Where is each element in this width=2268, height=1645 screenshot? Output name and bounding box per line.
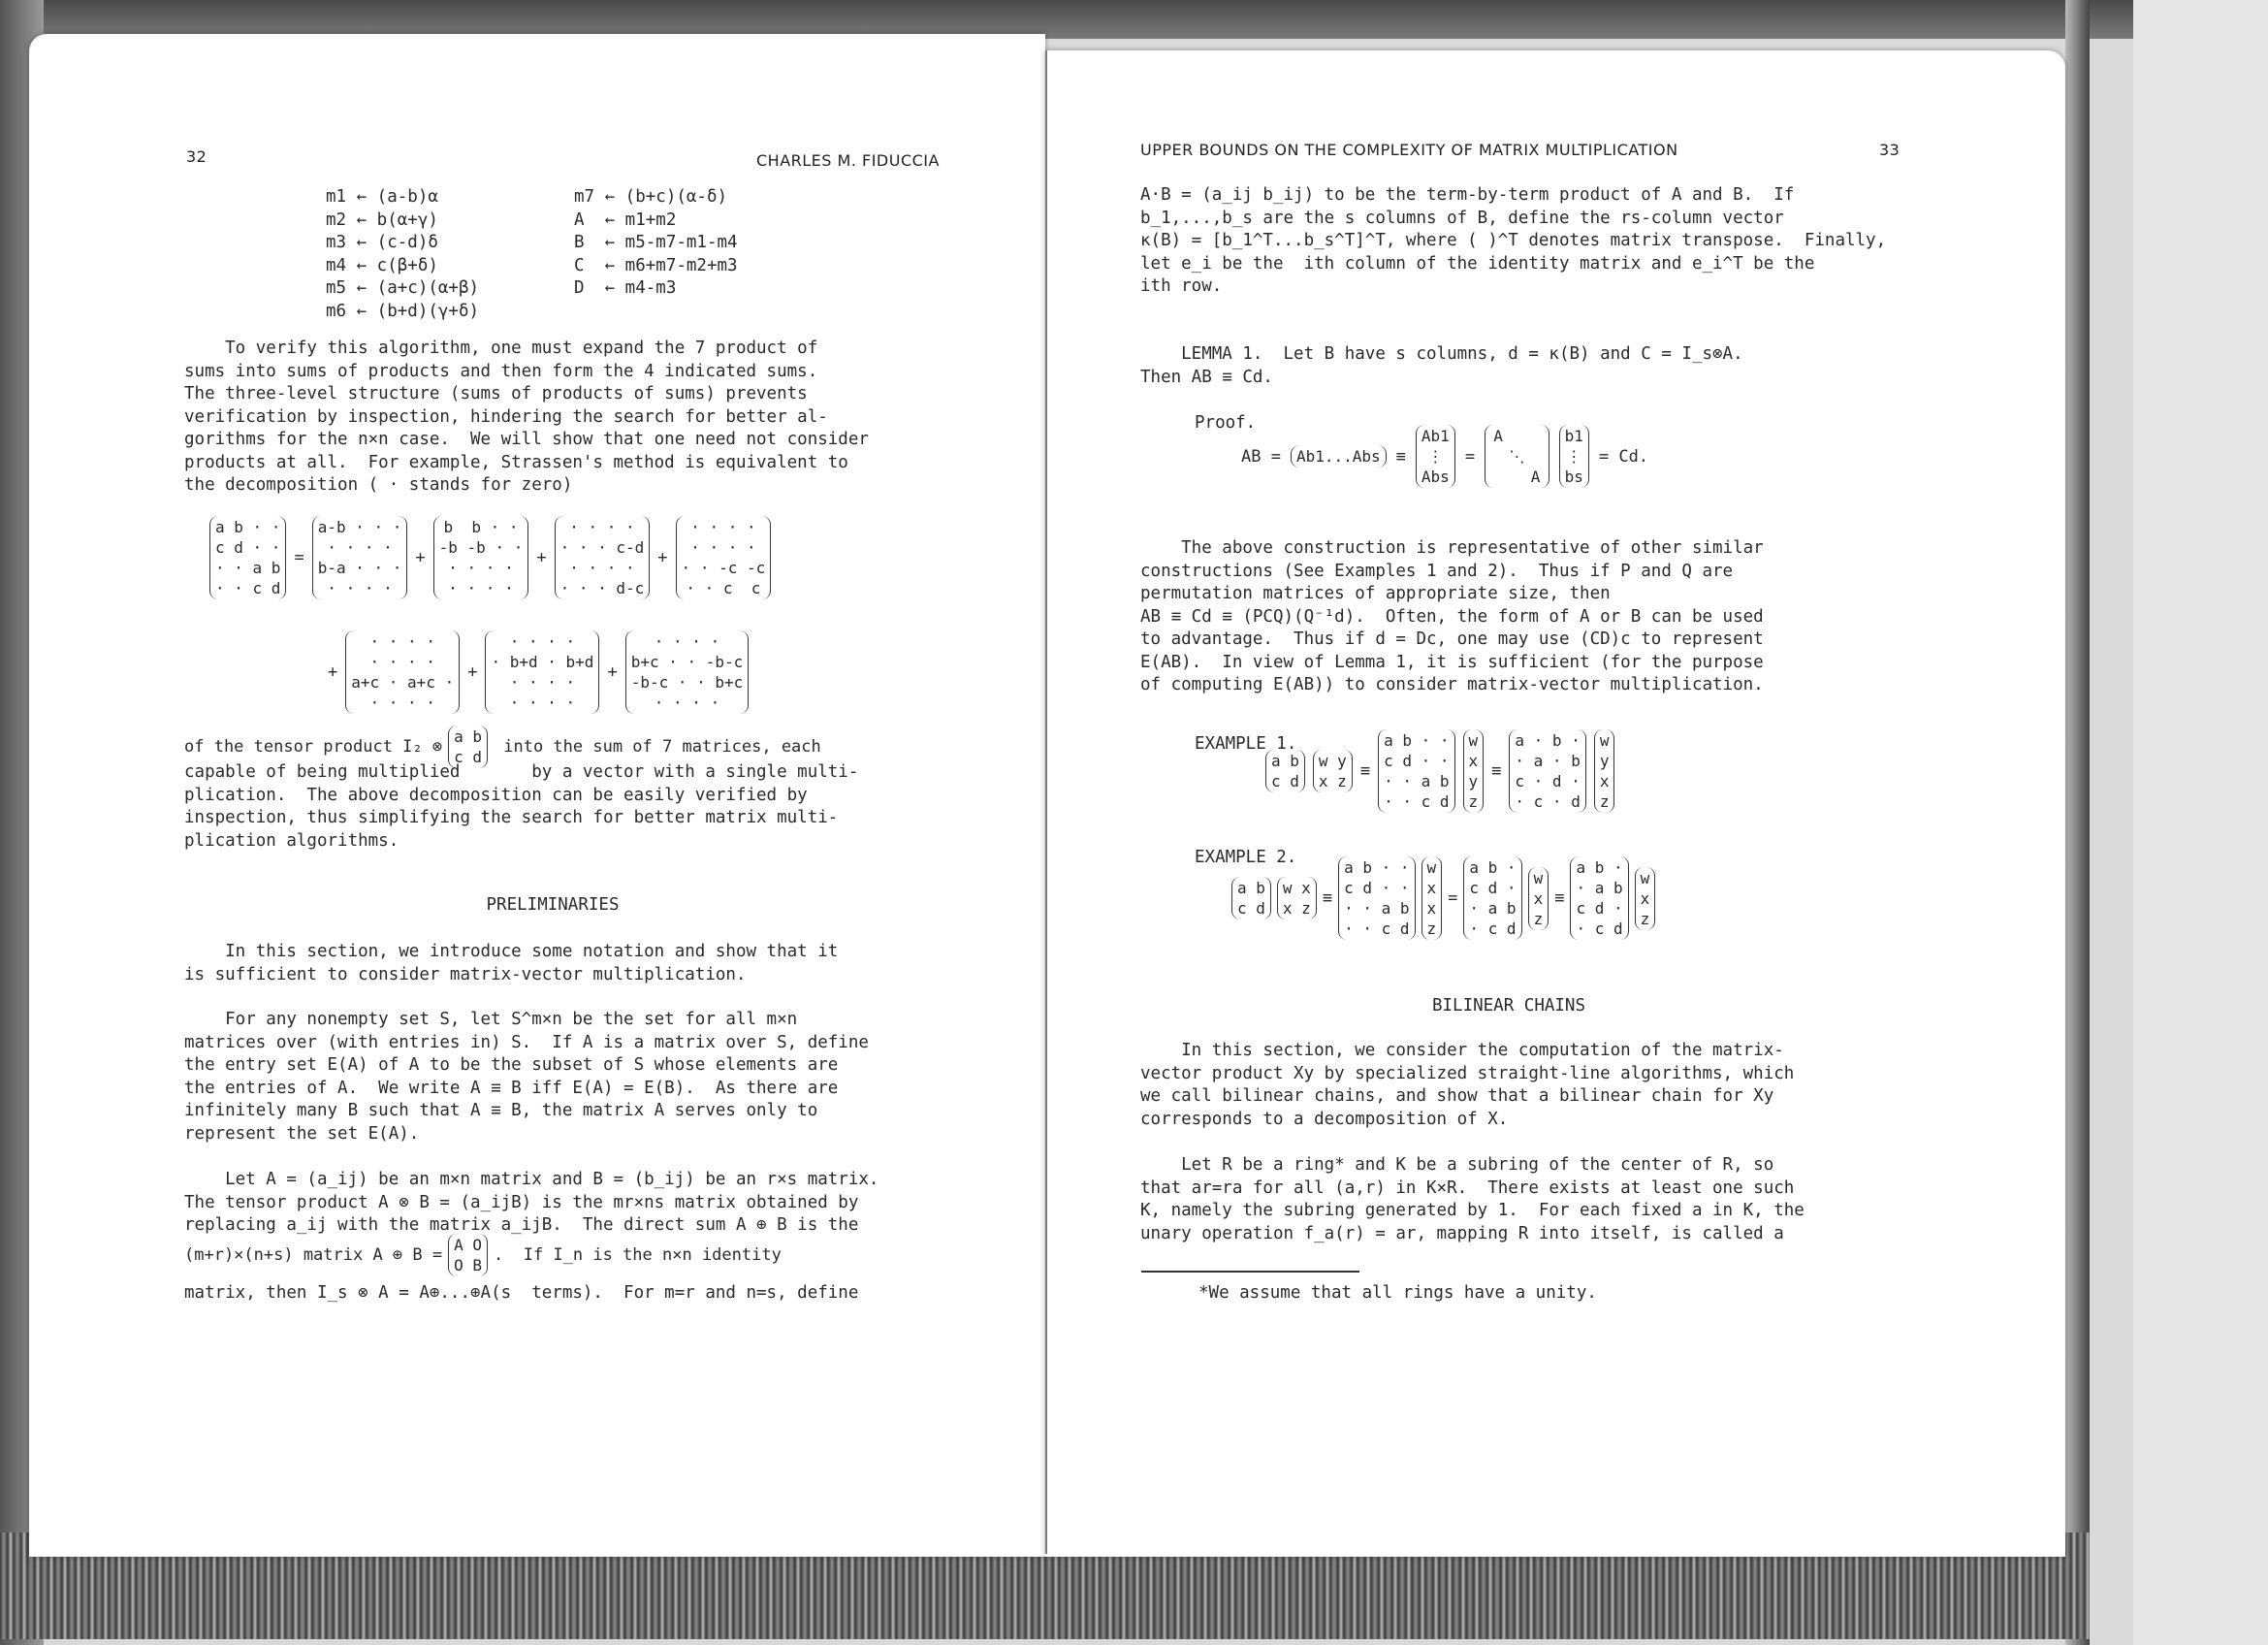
paragraph-tensor-cont — [184, 761, 858, 853]
direct-sum-text: (m+r)×(n+s) matrix A ⊕ B = — [184, 1245, 443, 1265]
text-line: constructions (See Examples 1 and 2). Thus if P and Q are — [1140, 561, 1734, 581]
matrix-row: O B — [454, 1256, 483, 1274]
plus-operator: + — [607, 662, 618, 682]
example1-vector-f — [1594, 729, 1615, 813]
text-line: m1 ← (a-b)α — [326, 187, 438, 207]
matrix-row: · · · · — [369, 632, 435, 651]
paragraph-entry-set — [184, 1009, 869, 1145]
example2-matrix-g — [1570, 856, 1628, 940]
text-line: m2 ← b(α+γ) — [326, 210, 438, 230]
matrix-row: · · · · — [448, 579, 514, 597]
paragraph-tensor-definition — [184, 1169, 878, 1238]
decomposition-row-1 — [209, 516, 771, 599]
block-diag-matrix — [448, 1234, 488, 1276]
example-2-label: EXAMPLE 2. — [1195, 848, 1297, 867]
right-running-head: UPPER BOUNDS ON THE COMPLEXITY OF MATRIX MULTIPLICATION — [1140, 141, 1678, 159]
matrix-row: · · c d — [1384, 792, 1450, 811]
operator: = — [1448, 888, 1458, 908]
operator: = — [294, 548, 304, 567]
operator: AB = — [1241, 446, 1281, 467]
matrix-row: b+c · · -b-c — [630, 653, 744, 671]
matrix-row: Ab1...Abs — [1295, 447, 1381, 466]
text-line: inspection, thus simplifying the search for better matrix multi- — [184, 808, 839, 827]
matrix-row: ⋮ — [1566, 447, 1582, 466]
matrix-row: A — [1493, 468, 1541, 486]
matrix-row: · a b — [1469, 899, 1517, 918]
text-line: K, namely the subring generated by 1. For each fixed a in K, the — [1140, 1201, 1805, 1220]
plus-operator: + — [657, 548, 668, 567]
example2-vector-f — [1528, 867, 1549, 930]
matrix-row: · · · · — [569, 559, 635, 577]
matrix-row: Ab1 — [1421, 427, 1450, 445]
matrix-row: · · -c -c — [681, 559, 766, 577]
operator: ≡ — [1395, 446, 1406, 467]
matrix-row: x — [1640, 888, 1650, 908]
footnote-rule — [1141, 1271, 1359, 1273]
paragraph-verify — [184, 338, 869, 498]
example2-matrix-b — [1277, 877, 1317, 919]
text-line: m3 ← (c-d)δ — [326, 233, 438, 252]
matrix-row: · · · d-c — [559, 579, 645, 597]
matrix-row: a b · — [1576, 858, 1623, 877]
matrix-row: · c d — [1576, 919, 1623, 938]
text-line: we call bilinear chains, and show that a bilinear chain for Xy — [1140, 1086, 1774, 1106]
text-line: LEMMA 1. Let B have s columns, d = κ(B) and C = I_s⊗A. — [1140, 344, 1743, 364]
text-line: to advantage. Thus if d = Dc, one may use (CD)c to represent — [1140, 629, 1764, 649]
scan-right-edge — [2065, 0, 2090, 1645]
tensor-text-b: into the sum of 7 matrices, each — [494, 737, 821, 757]
text-line: plication algorithms. — [184, 830, 399, 851]
matrix-row: · · · · — [690, 538, 756, 557]
matrix-row: ⋮ — [1427, 447, 1444, 466]
text-line: AB ≡ Cd ≡ (PCQ)(Q⁻¹d). Often, the form of A or B can be used — [1140, 606, 1764, 627]
section-title-bilinear-chains: BILINEAR CHAINS — [1431, 996, 1586, 1016]
matrix-row: a-b · · · — [317, 518, 402, 536]
text-line: ith row. — [1140, 276, 1223, 296]
text-line: unary operation f_a(r) = ar, mapping R into itself, is called a — [1140, 1223, 1784, 1243]
example1-vector-d — [1463, 729, 1485, 813]
text-line: D ← m4-m3 — [574, 278, 677, 298]
text-line: In this section, we introduce some notation and show that it — [184, 942, 839, 961]
matrix-row: a b — [454, 727, 483, 746]
column-block-vector — [1416, 425, 1455, 488]
text-line: The three-level structure (sums of products of sums) prevents — [184, 384, 808, 403]
paragraph-ring — [1140, 1154, 1805, 1245]
matrix-row: · · a b — [215, 559, 281, 577]
text-line: To verify this algorithm, one must expand the 7 product of — [184, 339, 818, 358]
matrix-row: -b -b · · — [438, 538, 524, 557]
matrix-row: · · c d — [215, 579, 281, 597]
matrix-row: w — [1640, 868, 1650, 887]
proof-label: Proof. — [1195, 413, 1257, 433]
tensor-text-a: of the tensor product I₂ ⊗ — [184, 737, 443, 757]
matrix-row: w — [1599, 731, 1610, 750]
matrix-row: a b — [1237, 879, 1265, 897]
text-line: In this section, we consider the computation of the matrix- — [1140, 1041, 1784, 1060]
text-line: κ(B) = [b_1^T...b_s^T]^T, where ( )^T denotes matrix transpose. Finally, — [1140, 231, 1887, 250]
matrix-row: x — [1533, 888, 1544, 908]
matrix-row: w — [1426, 858, 1437, 877]
scan-top-edge — [0, 0, 2133, 39]
matrix-row: Abs — [1421, 468, 1450, 486]
left-page-number: 32 — [186, 147, 208, 166]
text-line: corresponds to a decomposition of X. — [1140, 1109, 1509, 1129]
example1-matrix-b — [1313, 750, 1353, 792]
matrix-row: z — [1599, 792, 1610, 811]
example2-vector-h — [1635, 867, 1656, 930]
summand-matrix-m1 — [312, 516, 408, 599]
text-line: m7 ← (b+c)(α-δ) — [574, 187, 728, 207]
summand-matrix-m7 — [625, 630, 750, 714]
matrix-row: z — [1533, 909, 1544, 928]
matrix-row: x — [1426, 879, 1437, 897]
text-line: C ← m6+m7-m2+m3 — [574, 255, 738, 275]
decomposition-row-2 — [328, 630, 749, 714]
summand-matrix-m5 — [345, 630, 460, 714]
matrix-row: bs — [1564, 468, 1583, 486]
text-line: m6 ← (b+d)(γ+δ) — [326, 301, 480, 321]
section-title-preliminaries: PRELIMINARIES — [486, 895, 620, 915]
matrix-row: b b · · — [443, 518, 519, 536]
matrix-row: · · · · — [690, 518, 756, 536]
text-line: represent the set E(A). — [184, 1123, 420, 1144]
matrix-row: c d · · — [1344, 879, 1410, 897]
text-line: B ← m5-m7-m1-m4 — [574, 233, 738, 252]
text-line: m5 ← (a+c)(α+β) — [326, 278, 480, 298]
matrix-row: a b · — [1469, 858, 1517, 877]
matrix-row: w — [1533, 868, 1544, 887]
summand-matrix-m6 — [485, 630, 599, 714]
direct-sum-text-b: . If I_n is the n×n identity — [494, 1245, 782, 1265]
matrix-row: · c d — [1469, 919, 1517, 938]
summand-matrix-m2 — [433, 516, 529, 599]
operator: ≡ — [1491, 761, 1502, 781]
matrix-row: · a · b — [1515, 752, 1581, 770]
example2-vector-d — [1421, 856, 1443, 940]
matrix-row: · c · d — [1515, 792, 1581, 811]
matrix-row: c d — [1271, 772, 1299, 790]
matrix-row: · · a b — [1344, 899, 1410, 918]
matrix-row: w — [1468, 731, 1479, 750]
matrix-row: · · · · — [654, 632, 720, 651]
summand-matrix-m4 — [676, 516, 772, 599]
matrix-row: x — [1426, 899, 1437, 918]
direct-sum-line — [184, 1234, 782, 1276]
plus-operator: + — [536, 548, 547, 567]
matrix-row: c d · — [1469, 879, 1517, 897]
matrix-row: w x — [1282, 879, 1311, 897]
text-line: that ar=ra for all (a,r) in K×R. There exists at least one such — [1140, 1177, 1795, 1198]
example2-matrix-a — [1231, 877, 1271, 919]
proof-equation — [1241, 425, 1648, 488]
matrix-row: c d — [454, 748, 483, 766]
matrix-row: · · c d — [1344, 919, 1410, 938]
text-line: the entry set E(A) of A to be the subset of S whose elements are — [184, 1055, 839, 1075]
text-line: Let A = (a_ij) be an m×n matrix and B = (b_ij) be an r×s matrix. — [184, 1170, 879, 1189]
plus-operator: + — [415, 548, 426, 567]
text-line: matrices over (with entries in) S. If A is a matrix over S, define — [184, 1032, 869, 1052]
text-line: capable of being multiplied by a vector with a single multi- — [184, 762, 859, 782]
lemma-1 — [1140, 343, 1743, 389]
matrix-row: · · · · — [509, 693, 576, 712]
paragraph-last-line: matrix, then I_s ⊗ A = A⊕...⊕A(s terms). For m=r and n=s, define — [184, 1283, 859, 1303]
operator: = Cd. — [1598, 446, 1649, 467]
matrix-row: · · · · — [327, 579, 393, 597]
text-line: A ← m1+m2 — [574, 210, 677, 230]
text-line: A·B = (a_ij b_ij) to be the term-by-term product of A and B. If — [1140, 185, 1795, 205]
matrix-row: ⋱ — [1490, 447, 1544, 466]
matrix-row: w y — [1318, 752, 1347, 770]
matrix-row: a · b · — [1515, 731, 1581, 750]
matrix-row: · · a b — [1384, 772, 1450, 790]
matrix-row: x z — [1282, 899, 1311, 918]
text-line: gorithms for the n×n case. We will show that one need not consider — [184, 430, 869, 449]
example-1-label: EXAMPLE 1. — [1195, 734, 1297, 754]
operator: = — [1464, 446, 1476, 467]
matrix-row: · · · · — [369, 693, 435, 712]
text-line: the decomposition ( · stands for zero) — [184, 475, 573, 495]
b-column-vector — [1559, 425, 1589, 488]
text-line: the entries of A. We write A ≡ B iff E(A) = E(B). As there are — [184, 1078, 839, 1098]
page-gutter — [1045, 50, 1047, 1554]
paragraph-term-product — [1140, 184, 1886, 299]
matrix-row: A O — [454, 1236, 483, 1254]
matrix-row: z — [1468, 792, 1479, 811]
matrix-row: a b · · — [1384, 731, 1450, 750]
plus-operator: + — [467, 662, 478, 682]
example1-matrix-a — [1265, 750, 1305, 792]
lhs-matrix — [209, 516, 286, 599]
text-line: verification by inspection, hindering the search for better al- — [184, 406, 828, 427]
matrix-row: c d · — [1576, 899, 1623, 918]
text-line: b_1,...,b_s are the s columns of B, define the rs-column vector — [1140, 208, 1784, 228]
matrix-row: a+c · a+c · — [351, 673, 455, 692]
text-line: Let R be a ring* and K be a subring of the center of R, so — [1140, 1155, 1774, 1175]
algorithm-right-column — [574, 186, 738, 301]
matrix-row: · · · · — [327, 538, 393, 557]
text-line: of computing E(AB)) to consider matrix-vector multiplication. — [1140, 675, 1764, 694]
text-line: Then AB ≡ Cd. — [1140, 367, 1273, 387]
plus-operator: + — [328, 662, 338, 682]
right-page-number: 33 — [1879, 141, 1901, 159]
matrix-row: c · d · — [1515, 772, 1581, 790]
paragraph-construction — [1140, 537, 1764, 697]
text-line: For any nonempty set S, let S^m×n be the set for all m×n — [184, 1010, 798, 1029]
example-2-equation — [1231, 856, 1655, 940]
matrix-row: b-a · · · — [317, 559, 402, 577]
text-line: replacing a_ij with the matrix a_ijB. The direct sum A ⊕ B is the — [184, 1215, 859, 1235]
example-1-equation — [1265, 729, 1614, 813]
direct-sum-matrix — [448, 1234, 488, 1276]
text-line: m4 ← c(β+δ) — [326, 255, 438, 275]
matrix-row: a b · · — [215, 518, 281, 536]
matrix-row: · · · · — [654, 693, 720, 712]
matrix-row: -b-c · · b+c — [630, 673, 744, 692]
operator: ≡ — [1322, 888, 1333, 908]
matrix-row: b1 — [1564, 427, 1583, 445]
matrix-row: c d · · — [1384, 752, 1450, 770]
matrix-row: y — [1468, 772, 1479, 790]
matrix-row: · · · · — [509, 673, 576, 692]
matrix-row: x z — [1318, 772, 1347, 790]
text-line: The above construction is representative of other similar — [1140, 538, 1764, 558]
matrix-row: a b · · — [1344, 858, 1410, 877]
text-line: is sufficient to consider matrix-vector multiplication. — [184, 964, 747, 984]
summand-matrix-m3 — [555, 516, 651, 599]
matrix-row: c d · · — [215, 538, 281, 557]
matrix-row: c d — [1237, 899, 1265, 918]
row-block-matrix — [1291, 445, 1387, 468]
text-line: plication. The above decomposition can be easily verified by — [184, 785, 808, 805]
text-line: infinitely many B such that A ≡ B, the matrix A serves only to — [184, 1101, 818, 1120]
text-line: sums into sums of products and then form the 4 indicated sums. — [184, 361, 818, 381]
matrix-row: · · · · — [569, 518, 635, 536]
matrix-row: z — [1426, 919, 1437, 938]
matrix-row: x — [1468, 752, 1479, 770]
text-line: let e_i be the ith column of the identity matrix and e_i^T be the — [1140, 253, 1815, 274]
matrix-row: · a b — [1576, 879, 1623, 897]
matrix-row: · · · c-d — [559, 538, 645, 557]
paragraph-preliminaries — [184, 941, 838, 986]
left-running-head: CHARLES M. FIDUCCIA — [756, 151, 940, 170]
matrix-row: · · · · — [509, 632, 576, 651]
paragraph-bilinear — [1140, 1040, 1794, 1131]
matrix-row: · b+d · b+d — [491, 653, 594, 671]
example1-matrix-c — [1378, 729, 1454, 813]
example1-matrix-e — [1509, 729, 1585, 813]
matrix-row: · · · · — [448, 559, 514, 577]
matrix-row: · · · · — [369, 653, 435, 671]
matrix-row: y — [1599, 752, 1610, 770]
matrix-row: A — [1493, 427, 1541, 445]
example2-matrix-c — [1338, 856, 1415, 940]
matrix-row: x — [1599, 772, 1610, 790]
algorithm-left-column — [326, 186, 479, 323]
footnote: *We assume that all rings have a unity. — [1198, 1283, 1597, 1303]
text-line: vector product Xy by specialized straight-line algorithms, which — [1140, 1063, 1795, 1083]
text-line: The tensor product A ⊗ B = (a_ijB) is the mr×ns matrix obtained by — [184, 1192, 859, 1212]
matrix-row: · · c c — [686, 579, 761, 597]
text-line: products at all. For example, Strassen's method is equivalent to — [184, 452, 848, 472]
matrix-row: a b — [1271, 752, 1299, 770]
text-line: E(AB). In view of Lemma 1, it is sufficient (for the purpose — [1140, 652, 1764, 672]
matrix-row: z — [1640, 909, 1650, 928]
example2-matrix-e — [1463, 856, 1521, 940]
operator: ≡ — [1554, 888, 1565, 908]
text-line: permutation matrices of appropriate size, then — [1140, 584, 1611, 603]
block-diagonal-matrix — [1485, 425, 1549, 488]
operator: ≡ — [1359, 761, 1371, 781]
